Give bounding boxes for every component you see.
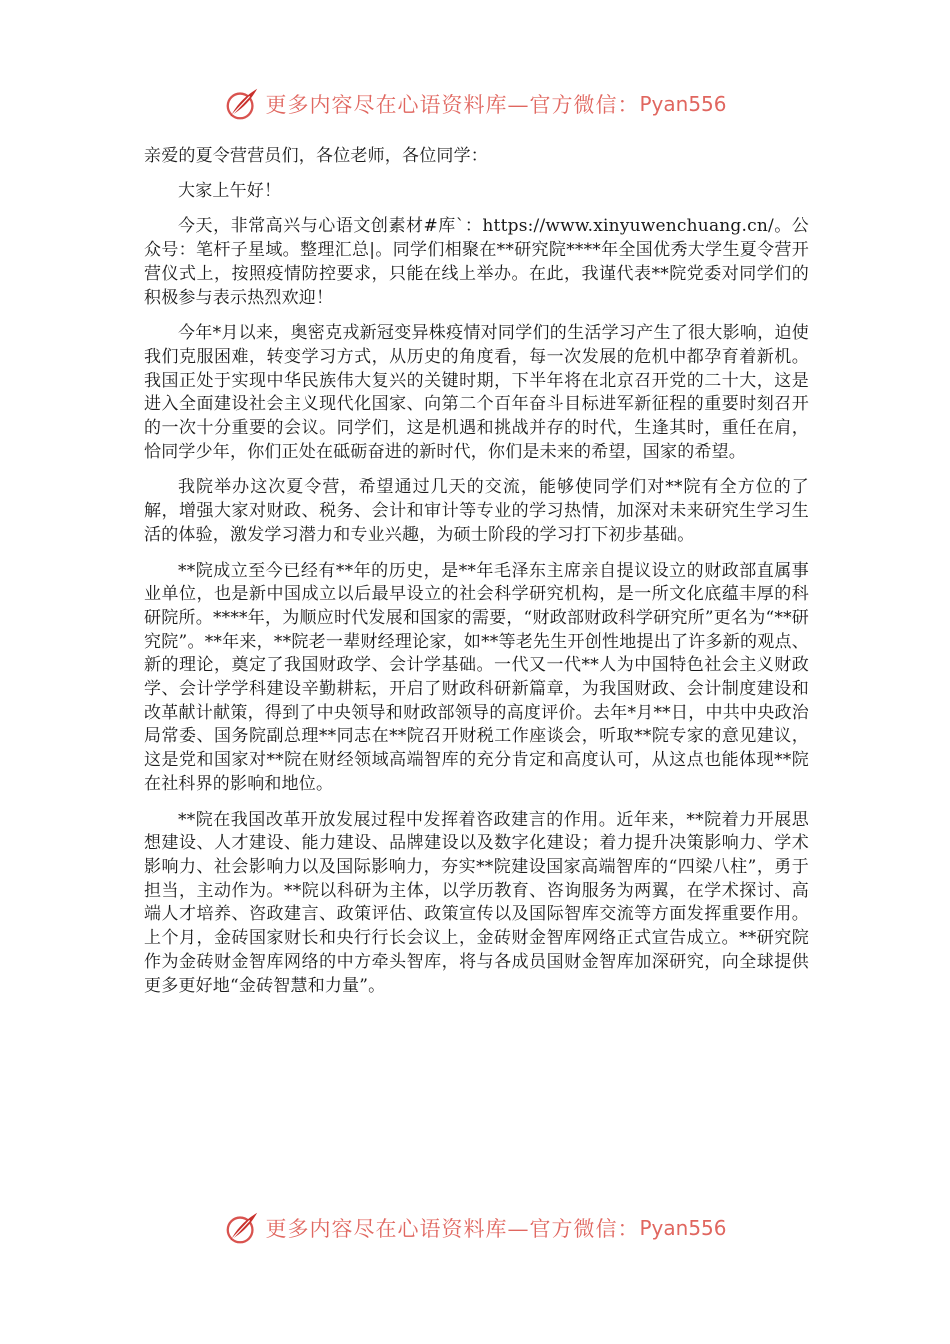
salutation: 亲爱的夏令营营员们，各位老师，各位同学： <box>144 146 488 166</box>
footer-wechat-id: Pyan556 <box>639 1216 727 1240</box>
footer-banner-text: 更多内容尽在心语资料库—官方微信： <box>265 1217 640 1241</box>
document-body <box>144 145 809 998</box>
paragraph-2: 今年*月以来，奥密克戎新冠变异株疫情对同学们的生活学习产生了很大影响，迫使我们克服困难，转变学习方式，从历史的角度看，每一次发展的危机中都孕育着新机。我国正处于实现中华民族伟大复兴的关键时期，下半年将在北京召开党的二十大，这是进入全面建设社会主义现代化国家、向第二个百年奋斗目标进军新征程的重要时刻召开的一次十分重要的会议。同学们，这是机遇和挑战并存的时代，生逢其时，重任在肩，恰同学少年，你们正处在砥砺奋进的新时代，你们是未来的希望，国家的希望。 <box>144 323 809 462</box>
greeting: 大家上午好！ <box>178 180 282 201</box>
paragraph-3: 我院举办这次夏令营，希望通过几天的交流，能够使同学们对**院有全方位的了解，增强大家对财政、税务、会计和审计等专业的学习热情，加深对未来研究生学习生活的体验，激发学习潜力和专业兴趣，为硕士阶段的学习打下初步基础。 <box>144 477 809 545</box>
header-banner-text: 更多内容尽在心语资料库—官方微信： <box>265 93 640 117</box>
paragraph-1: 今天，非常高兴与心语文创素材#库`：https://www.xinyuwenchuang.cn/。公众号：笔杆子星域。整理汇总|。同学们相聚在**研究院****年全国优秀大学生夏令营开营仪式上，按照疫情防控要求，只能在线上举办。在此，我谨代表**院党委对同学们的积极参与表示热烈欢迎！ <box>144 216 809 308</box>
paragraph-4: **院成立至今已经有**年的历史，是**年毛泽东主席亲自提议设立的财政部直属事业单位，也是新中国成立以后最早设立的社会科学研究机构，是一所文化底蕴丰厚的科研院所。****年，为顺应时代发展和国家的需要，“财政部财政科学研究所”更名为“**研究院”。**年来，**院老一辈财经理论家，如**等老先生开创性地提出了许多新的观点、新的理论，奠定了我国财政学、会计学基础。一代又一代**人为中国特色社会主义财政学、会计学学科建设辛勤耕耘，开启了财政科研新篇章，为我国财政、会计制度建设和改革献计献策，得到了中央领导和财政部领导的高度评价。去年*月**日，中共中央政治局常委、国务院副总理**同志在**院召开财税工作座谈会，听取**院专家的意见建议，这是党和国家对**院在财经领域高端智库的充分肯定和高度认可，从这点也能体现**院在社科界的影响和地位。 <box>144 560 809 794</box>
header-wechat-id: Pyan556 <box>639 92 727 116</box>
quill-logo-icon <box>223 1209 261 1247</box>
quill-logo-icon <box>223 85 261 123</box>
header-banner <box>0 82 950 126</box>
footer-banner <box>0 1206 950 1250</box>
paragraph-5: **院在我国改革开放发展过程中发挥着咨政建言的作用。近年来，**院着力开展思想建设、人才建设、能力建设、品牌建设以及数字化建设；着力提升决策影响力、学术影响力、社会影响力以及国际影响力，夯实**院建设国家高端智库的“四梁八柱”，勇于担当，主动作为。**院以科研为主体，以学历教育、咨询服务为两翼，在学术探讨、高端人才培养、咨政建言、政策评估、政策宣传以及国际智库交流等方面发挥重要作用。上个月，金砖国家财长和央行行长会议上，金砖财金智库网络正式宣告成立。**研究院作为金砖财金智库网络的中方牵头智库，将与各成员国财金智库加深研究，向全球提供更多更好地“金砖智慧和力量”。 <box>144 809 809 996</box>
